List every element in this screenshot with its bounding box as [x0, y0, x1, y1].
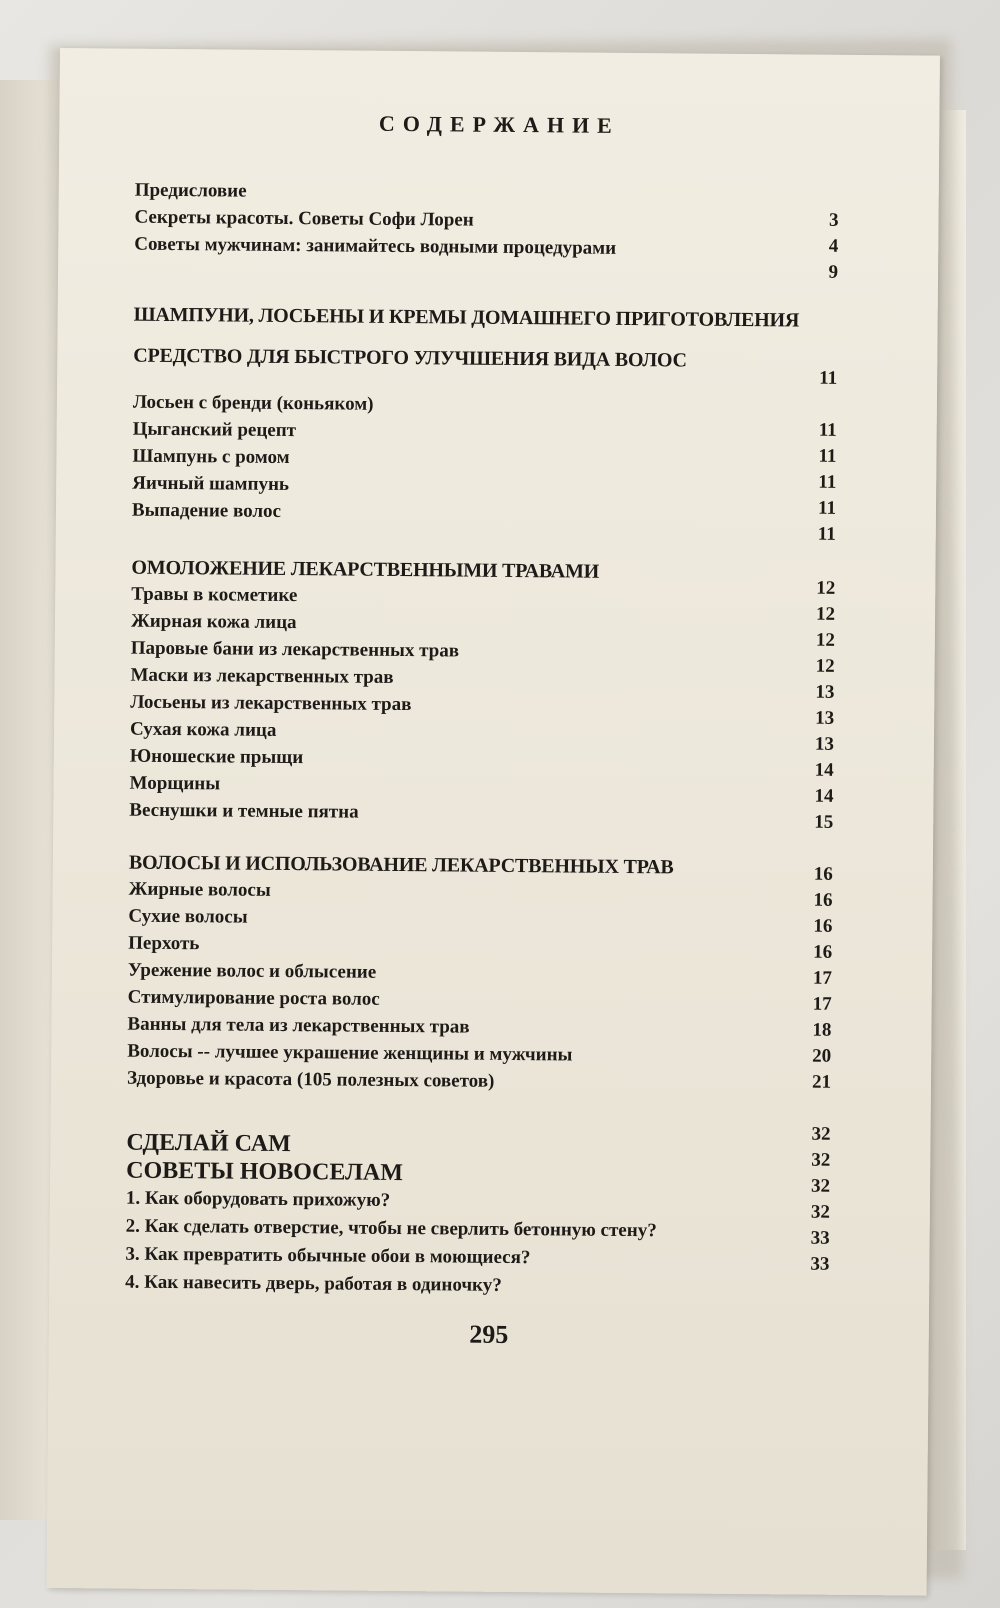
- toc-item: Шампунь с ромом: [132, 445, 290, 469]
- toc-item: 1. Как оборудовать прихожую?: [125, 1187, 391, 1211]
- toc-item: Выпадение волос: [131, 499, 282, 522]
- toc-item: Юношеские прыщи: [129, 745, 304, 769]
- toc-page-number: 32: [811, 1175, 831, 1197]
- toc-section-heading: ОМОЛОЖЕНИЕ ЛЕКАРСТВЕННЫМИ ТРАВАМИ: [131, 556, 600, 583]
- toc-page-number: 14: [814, 785, 834, 807]
- toc-page-number: 32: [810, 1201, 830, 1223]
- toc-item: Урежение волос и облысение: [127, 959, 377, 983]
- toc-item: Сухие волосы: [128, 905, 248, 928]
- toc-item: Паровые бани из лекарственных трав: [130, 637, 460, 662]
- toc-page-number: 3: [828, 209, 839, 231]
- toc-page-number: 20: [812, 1045, 832, 1067]
- toc-page-number: 11: [818, 445, 837, 467]
- toc-page-number: 13: [815, 681, 835, 703]
- toc-page-number: 33: [810, 1227, 830, 1249]
- toc-item: Перхоть: [128, 932, 200, 955]
- toc-page-number: 32: [811, 1149, 831, 1171]
- toc-page-number: 16: [813, 863, 833, 885]
- toc-item: 3. Как превратить обычные обои в моющиеся?: [125, 1243, 531, 1269]
- book-page: [47, 48, 940, 1596]
- toc-item: Лосьены из лекарственных трав: [130, 691, 412, 716]
- toc-page-number: 16: [813, 889, 833, 911]
- contents-heading: СОДЕРЖАНИЕ: [378, 110, 620, 138]
- toc-page-number: 32: [811, 1123, 831, 1145]
- toc-section-heading: ВОЛОСЫ И ИСПОЛЬЗОВАНИЕ ЛЕКАРСТВЕННЫХ ТРАВ: [128, 851, 674, 879]
- toc-item: Предисловие: [134, 179, 247, 202]
- toc-page-number: 13: [815, 707, 835, 729]
- toc-item: Жирная кожа лица: [130, 610, 297, 634]
- toc-item: Стимулирование роста волос: [127, 986, 380, 1010]
- toc-page-number: 4: [828, 235, 839, 257]
- toc-item: Морщины: [129, 772, 221, 795]
- toc-item: 4. Как навесить дверь, работая в одиночку?: [125, 1271, 502, 1296]
- toc-page-number: 14: [814, 759, 834, 781]
- toc-item: Лосьен с бренди (коньяком): [132, 391, 374, 415]
- toc-page-number: 16: [813, 915, 833, 937]
- toc-page-number: 11: [818, 471, 837, 493]
- toc-item: Советы мужчинам: занимайтесь водными процедурами: [134, 233, 617, 259]
- toc-page-number: 12: [815, 603, 836, 625]
- toc-page-number: 16: [813, 941, 833, 963]
- toc-item: Здоровье и красота (105 полезных советов): [126, 1067, 495, 1092]
- toc-item: Маски из лекарственных трав: [130, 664, 394, 688]
- toc-item: Цыганский рецепт: [132, 418, 297, 442]
- toc-item: 2. Как сделать отверстие, чтобы не сверлить бетонную стену?: [125, 1215, 657, 1242]
- toc-page-number: 12: [816, 577, 836, 599]
- toc-item: Яичный шампунь: [132, 472, 290, 496]
- page-number: 295: [469, 1319, 509, 1349]
- toc-item: Ванны для тела из лекарственных трав: [127, 1013, 470, 1038]
- toc-page-number: 12: [815, 655, 835, 677]
- toc-page-number: 17: [812, 967, 833, 989]
- toc-page-number: 18: [812, 1019, 832, 1041]
- toc-page-number: 21: [811, 1071, 832, 1093]
- toc-section-heading: ШАМПУНИ, ЛОСЬЕНЫ И КРЕМЫ ДОМАШНЕГО ПРИГОТОВЛЕНИЯ: [133, 303, 800, 332]
- toc-page-number: 15: [814, 811, 834, 833]
- toc-section-heading: СРЕДСТВО ДЛЯ БЫСТРОГО УЛУЧШЕНИЯ ВИДА ВОЛОС: [133, 344, 687, 372]
- toc-page-number: 11: [818, 419, 837, 441]
- toc-page-number: 13: [814, 733, 835, 755]
- toc-page-number: 11: [817, 523, 836, 545]
- toc-page-number: 12: [815, 629, 835, 651]
- toc-item: Волосы -- лучшее украшение женщины и мужчины: [127, 1040, 573, 1066]
- toc-item: Жирные волосы: [128, 878, 271, 901]
- toc-page-number: 33: [810, 1253, 830, 1275]
- toc-item: Секреты красоты. Советы Софи Лорен: [134, 206, 474, 231]
- toc-item: Травы в косметике: [131, 583, 298, 607]
- toc-item: Сухая кожа лица: [129, 718, 277, 741]
- toc-section-heading: СДЕЛАЙ САМ: [126, 1129, 291, 1158]
- toc-page-number: 9: [828, 261, 839, 283]
- toc-section-heading: СОВЕТЫ НОВОСЕЛАМ: [126, 1157, 404, 1187]
- toc-item: Веснушки и темные пятна: [129, 799, 359, 823]
- toc-page-number: 11: [817, 497, 837, 519]
- toc-page-number: 11: [819, 367, 838, 389]
- toc-page-number: 17: [812, 993, 832, 1015]
